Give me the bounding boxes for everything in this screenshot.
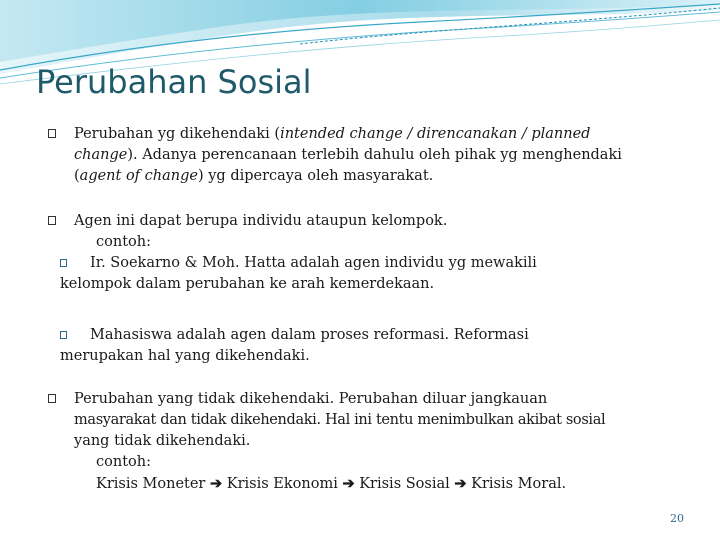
slide-body <box>46 124 660 513</box>
point1-line3: (agent of change) yg dipercaya oleh masyarakat. <box>74 168 434 184</box>
sub2-line1: Mahasiswa adalah agen dalam proses reformasi. Reformasi <box>90 327 529 343</box>
sub1-line1: Ir. Soekarno & Moh. Hatta adalah agen individu yg mewakili <box>90 255 537 271</box>
square-bullet-icon <box>60 331 67 339</box>
sub-point-1 <box>46 253 660 295</box>
crisis-item-3: Krisis Sosial <box>359 476 450 492</box>
point3-line2: masyarakat dan tidak dikehendaki. Hal ini tentu menimbulkan akibat sosial <box>74 412 606 428</box>
crisis-chain <box>74 473 660 495</box>
crisis-item-4: Krisis Moral. <box>471 476 567 492</box>
point2-contoh-label: contoh: <box>96 234 151 250</box>
point1-line2: change). Adanya perencanaan terlebih dahulu oleh pihak yg menghendaki <box>74 147 622 163</box>
point1-line1: Perubahan yg dikehendaki (intended change / direncanakan / planned <box>74 126 591 142</box>
page-number: 20 <box>670 512 684 525</box>
point3-line1: Perubahan yang tidak dikehendaki. Perubahan diluar jangkauan <box>74 391 548 407</box>
bullet-point-2 <box>46 211 660 253</box>
right-arrow-icon: ➔ <box>342 475 355 492</box>
right-arrow-icon: ➔ <box>209 475 223 492</box>
right-arrow-icon: ➔ <box>454 475 467 492</box>
square-bullet-icon <box>60 259 67 267</box>
point3-line3: yang tidak dikehendaki. <box>74 433 251 449</box>
bullet-point-1 <box>46 124 660 187</box>
square-bullet-icon <box>48 216 56 225</box>
crisis-item-2: Krisis Ekonomi <box>226 476 338 492</box>
point2-text: Agen ini dapat berupa individu ataupun kelompok. <box>74 213 448 229</box>
point3-contoh-label: contoh: <box>96 454 151 470</box>
square-bullet-icon <box>48 129 56 138</box>
sub2-line2: merupakan hal yang dikehendaki. <box>60 348 310 364</box>
sub1-line2: kelompok dalam perubahan ke arah kemerdekaan. <box>60 276 435 292</box>
bullet-point-3 <box>46 389 660 495</box>
slide-title: Perubahan Sosial <box>36 63 312 101</box>
sub-point-2 <box>46 325 660 367</box>
square-bullet-icon <box>48 394 56 403</box>
crisis-item-1: Krisis Moneter <box>96 476 206 492</box>
